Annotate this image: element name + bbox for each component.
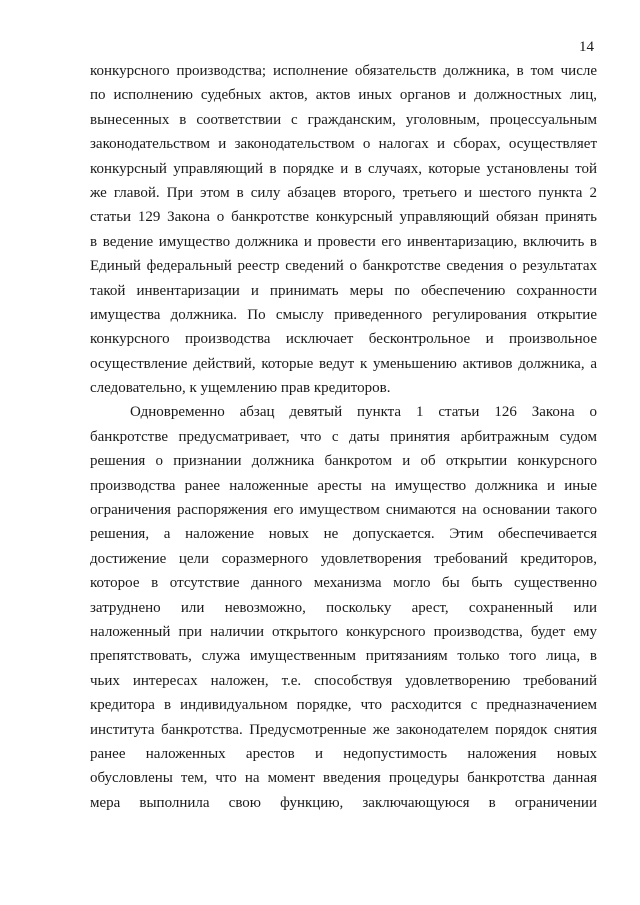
paragraph-start-line: Одновременно абзац девятый пункта 1 статьи 126 Закона о xyxy=(130,404,597,421)
text-line: такой инвентаризации и принимать меры по обеспечению сохранности xyxy=(90,282,597,299)
text-line: обусловлены тем, что на момент введения процедуры банкротства данная xyxy=(90,770,597,787)
text-line: чьих интересах наложен, т.е. способствуя удовлетворению требований xyxy=(90,672,597,689)
text-line: производства ранее наложенные аресты на имущество должника и иные xyxy=(90,477,597,494)
text-line: законодательством и законодательством о налогах и сборах, осуществляет xyxy=(90,136,597,153)
text-line: осуществление действий, которые ведут к уменьшению активов должника, а xyxy=(90,355,597,372)
text-line: же главой. При этом в силу абзацев второго, третьего и шестого пункта 2 xyxy=(90,184,597,201)
text-line: банкротстве предусматривает, что с даты принятия арбитражным судом xyxy=(90,428,597,445)
text-line: института банкротства. Предусмотренные же законодателем порядок снятия xyxy=(90,721,597,738)
paragraph-end-line: следовательно, к ущемлению прав кредиторов. xyxy=(90,380,391,397)
text-line: наложенный при наличии открытого конкурсного производства, будет ему xyxy=(90,623,597,640)
text-line: решения, а наложение новых не допускается. Этим обеспечивается xyxy=(90,526,597,543)
text-line: в ведение имущество должника и провести его инвентаризацию, включить в xyxy=(90,233,597,250)
text-line: конкурсного производства; исполнение обязательств должника, в том числе xyxy=(90,63,597,79)
text-line: затруднено или невозможно, поскольку арест, сохраненный или xyxy=(90,599,597,616)
text-line: по исполнению судебных актов, актов иных органов и должностных лиц, xyxy=(90,87,597,104)
text-line: ранее наложенных арестов и недопустимость наложения новых xyxy=(90,745,597,762)
text-line: которое в отсутствие данного механизма могло бы быть существенно xyxy=(90,575,597,592)
text-line: конкурсного производства исключает бесконтрольное и произвольное xyxy=(90,331,597,348)
text-line: кредитора в индивидуальном порядке, что расходится с предназначением xyxy=(90,697,597,714)
text-line: достижение цели соразмерного удовлетворения требований кредиторов, xyxy=(90,550,597,567)
text-line: конкурсный управляющий в порядке и в случаях, которые установлены той xyxy=(90,160,597,177)
text-line: вынесенных в соответствии с гражданским, уголовным, процессуальным xyxy=(90,111,597,128)
text-line: Единый федеральный реестр сведений о банкротстве сведения о результатах xyxy=(90,258,597,275)
text-line: ограничения распоряжения его имуществом снимаются на основании такого xyxy=(90,502,597,519)
text-line: препятствовать, служа имущественным притязаниям только того лица, в xyxy=(90,648,597,665)
text-line: решения о признании должника банкротом и об открытии конкурсного xyxy=(90,453,597,470)
text-line: имущества должника. По смыслу приведенного регулирования открытие xyxy=(90,306,597,323)
page-number: 14 xyxy=(579,39,594,55)
text-line: статьи 129 Закона о банкротстве конкурсный управляющий обязан принять xyxy=(90,209,597,226)
document-body xyxy=(90,59,597,815)
text-line: мера выполнила свою функцию, заключающуюся в ограничении xyxy=(90,794,597,811)
